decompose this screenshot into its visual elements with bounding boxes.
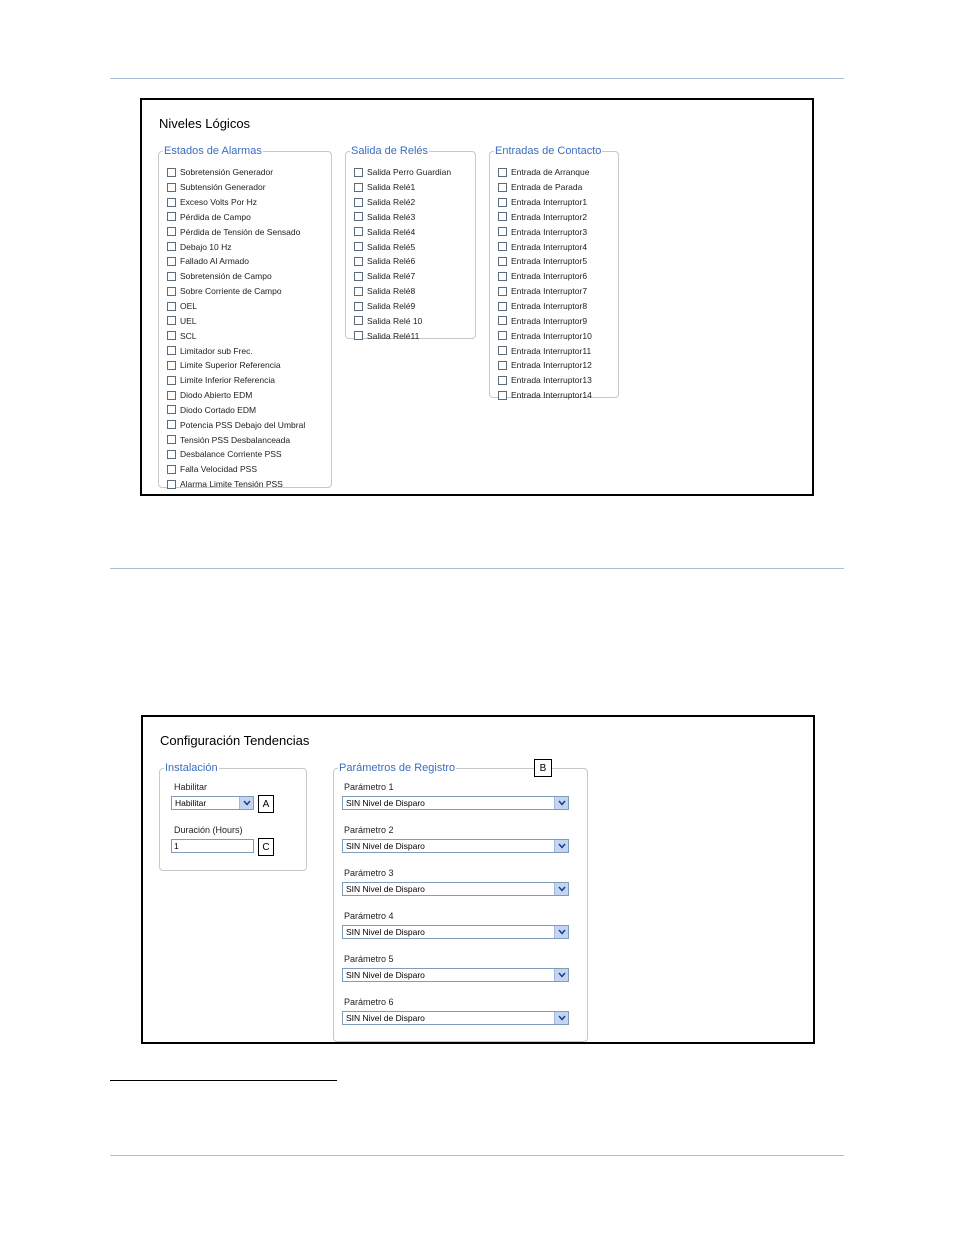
checkbox-label: Salida Relé 10 bbox=[367, 315, 423, 326]
checkbox-label: Salida Relé4 bbox=[367, 226, 416, 237]
checkbox-label: Falla Velocidad PSS bbox=[180, 464, 258, 475]
checkbox[interactable] bbox=[354, 331, 363, 340]
contact-item-row[interactable] bbox=[498, 313, 592, 328]
contact-item-row[interactable] bbox=[498, 254, 592, 269]
checkbox-label: Alarma Limite Tensión PSS bbox=[180, 479, 283, 490]
alarm-item-row[interactable] bbox=[167, 224, 305, 239]
checkbox-label: Diodo Abierto EDM bbox=[180, 390, 253, 401]
param-label: Parámetro 1 bbox=[344, 782, 394, 792]
checkbox-label: Subtensión Generador bbox=[180, 182, 266, 193]
checkbox-label: Entrada Interruptor10 bbox=[511, 330, 592, 341]
checkbox[interactable] bbox=[167, 227, 176, 236]
logic-levels-panel bbox=[140, 98, 814, 496]
chevron-down-icon[interactable] bbox=[239, 797, 253, 809]
checkbox[interactable] bbox=[167, 391, 176, 400]
relay-item-row[interactable] bbox=[354, 284, 451, 299]
checkbox[interactable] bbox=[167, 168, 176, 177]
alarm-item-row[interactable] bbox=[167, 343, 305, 358]
bottom-rule bbox=[110, 1155, 844, 1156]
chevron-down-icon[interactable] bbox=[554, 797, 568, 809]
contact-item-row[interactable] bbox=[498, 269, 592, 284]
duration-input[interactable]: 1 bbox=[171, 839, 254, 853]
alarm-states-group bbox=[158, 145, 332, 488]
checkbox[interactable] bbox=[167, 435, 176, 444]
checkbox-label: OEL bbox=[180, 301, 198, 312]
checkbox-label: Sobretensión Generador bbox=[180, 167, 274, 178]
alarm-item-row[interactable] bbox=[167, 180, 305, 195]
contact-item-row[interactable] bbox=[498, 180, 592, 195]
param-select-value: SIN Nivel de Disparo bbox=[346, 798, 425, 808]
relay-item-row[interactable] bbox=[354, 180, 451, 195]
contact-item-row[interactable] bbox=[498, 284, 592, 299]
checkbox[interactable] bbox=[498, 242, 507, 251]
contact-item-row[interactable] bbox=[498, 224, 592, 239]
panel-title: Niveles Lógicos bbox=[159, 116, 251, 131]
group-legend: Parámetros de Registro bbox=[339, 762, 456, 774]
checkbox[interactable] bbox=[498, 376, 507, 385]
checkbox-label: Entrada Interruptor14 bbox=[511, 390, 592, 401]
checkbox[interactable] bbox=[167, 480, 176, 489]
relay-outputs-group bbox=[345, 145, 476, 339]
relay-item-row[interactable] bbox=[354, 254, 451, 269]
top-rule bbox=[110, 78, 844, 79]
param-label: Parámetro 2 bbox=[344, 825, 394, 835]
checkbox[interactable] bbox=[167, 331, 176, 340]
checkbox[interactable] bbox=[498, 316, 507, 325]
checkbox[interactable] bbox=[167, 302, 176, 311]
enable-select[interactable] bbox=[171, 796, 254, 810]
checkbox[interactable] bbox=[167, 183, 176, 192]
checkbox[interactable] bbox=[167, 316, 176, 325]
checkbox-label: Salida Perro Guardian bbox=[367, 167, 452, 178]
relay-item-row[interactable] bbox=[354, 165, 451, 180]
checkbox-label: Sobre Corriente de Campo bbox=[180, 286, 282, 297]
alarm-item-row[interactable] bbox=[167, 210, 305, 225]
param-label: Parámetro 6 bbox=[344, 997, 394, 1007]
checkbox-label: Salida Relé5 bbox=[367, 241, 416, 252]
alarm-item-row[interactable] bbox=[167, 165, 305, 180]
chevron-down-icon[interactable] bbox=[554, 840, 568, 852]
checkbox[interactable] bbox=[167, 361, 176, 370]
checkbox-label: Salida Relé6 bbox=[367, 256, 416, 267]
contact-item-row[interactable] bbox=[498, 299, 592, 314]
alarm-item-row[interactable] bbox=[167, 254, 305, 269]
checkbox-label: Limite Inferior Referencia bbox=[180, 375, 275, 386]
checkbox-label: Entrada Interruptor13 bbox=[511, 375, 592, 386]
param-select-value: SIN Nivel de Disparo bbox=[346, 884, 425, 894]
checkbox-label: Salida Relé7 bbox=[367, 271, 416, 282]
contact-item-row[interactable] bbox=[498, 239, 592, 254]
param-select[interactable] bbox=[342, 1011, 569, 1025]
chevron-down-icon[interactable] bbox=[554, 926, 568, 938]
checkbox[interactable] bbox=[498, 331, 507, 340]
alarm-item-row[interactable] bbox=[167, 239, 305, 254]
checkbox[interactable] bbox=[167, 405, 176, 414]
footnote-rule bbox=[110, 1080, 337, 1081]
checkbox-label: Entrada Interruptor6 bbox=[511, 271, 588, 282]
checkbox-label: Salida Relé3 bbox=[367, 211, 416, 222]
param-select[interactable] bbox=[342, 968, 569, 982]
param-label: Parámetro 3 bbox=[344, 868, 394, 878]
checkbox-label: Fallado Al Armado bbox=[180, 256, 249, 267]
chevron-down-icon[interactable] bbox=[554, 1012, 568, 1024]
checkbox-label: Salida Relé2 bbox=[367, 197, 416, 208]
param-label: Parámetro 4 bbox=[344, 911, 394, 921]
contact-item-row[interactable] bbox=[498, 328, 592, 343]
checkbox[interactable] bbox=[354, 198, 363, 207]
param-select-value: SIN Nivel de Disparo bbox=[346, 841, 425, 851]
alarm-item-row[interactable] bbox=[167, 328, 305, 343]
checkbox-label: Limite Superior Referencia bbox=[180, 360, 281, 371]
contact-item-row[interactable] bbox=[498, 165, 592, 180]
alarm-item-row[interactable] bbox=[167, 403, 305, 418]
chevron-down-icon[interactable] bbox=[554, 969, 568, 981]
contact-checkbox-list bbox=[498, 165, 592, 403]
checkbox[interactable] bbox=[498, 272, 507, 281]
checkbox-label: Entrada Interruptor5 bbox=[511, 256, 588, 267]
checkbox[interactable] bbox=[167, 465, 176, 474]
relay-item-row[interactable] bbox=[354, 328, 451, 343]
alarm-item-row[interactable] bbox=[167, 284, 305, 299]
alarm-item-row[interactable] bbox=[167, 299, 305, 314]
checkbox[interactable] bbox=[498, 168, 507, 177]
checkbox[interactable] bbox=[498, 287, 507, 296]
alarm-item-row[interactable] bbox=[167, 447, 305, 462]
alarm-item-row[interactable] bbox=[167, 269, 305, 284]
group-legend: Entradas de Contacto bbox=[495, 145, 602, 157]
checkbox-label: Entrada Interruptor8 bbox=[511, 301, 588, 312]
checkbox-label: UEL bbox=[180, 315, 197, 326]
checkbox[interactable] bbox=[498, 302, 507, 311]
trend-config-panel bbox=[141, 715, 815, 1044]
checkbox[interactable] bbox=[354, 227, 363, 236]
relay-item-row[interactable] bbox=[354, 299, 451, 314]
checkbox-label: Pérdida de Campo bbox=[180, 211, 251, 222]
group-legend: Estados de Alarmas bbox=[164, 145, 262, 157]
checkbox-label: Entrada Interruptor3 bbox=[511, 226, 588, 237]
checkbox[interactable] bbox=[354, 257, 363, 266]
alarm-item-row[interactable] bbox=[167, 358, 305, 373]
checkbox-label: Entrada Interruptor4 bbox=[511, 241, 588, 252]
contact-item-row[interactable] bbox=[498, 343, 592, 358]
param-select[interactable] bbox=[342, 839, 569, 853]
relay-item-row[interactable] bbox=[354, 313, 451, 328]
checkbox-label: Entrada Interruptor2 bbox=[511, 211, 588, 222]
contact-item-row[interactable] bbox=[498, 373, 592, 388]
contact-item-row[interactable] bbox=[498, 210, 592, 225]
contact-item-row[interactable] bbox=[498, 388, 592, 403]
param-label: Parámetro 5 bbox=[344, 954, 394, 964]
enable-label: Habilitar bbox=[174, 782, 208, 792]
checkbox[interactable] bbox=[167, 242, 176, 251]
group-legend: Instalación bbox=[165, 762, 218, 774]
setup-group bbox=[159, 762, 307, 871]
checkbox[interactable] bbox=[354, 287, 363, 296]
alarm-item-row[interactable] bbox=[167, 417, 305, 432]
checkbox-label: Diodo Cortado EDM bbox=[180, 404, 257, 415]
checkbox[interactable] bbox=[167, 346, 176, 355]
checkbox-label: Entrada Interruptor9 bbox=[511, 315, 588, 326]
checkbox[interactable] bbox=[354, 183, 363, 192]
checkbox-label: Desbalance Corriente PSS bbox=[180, 449, 282, 460]
param-select-value: SIN Nivel de Disparo bbox=[346, 970, 425, 980]
checkbox-label: Entrada Interruptor7 bbox=[511, 286, 588, 297]
relay-checkbox-list bbox=[354, 165, 451, 343]
checkbox-label: Sobretensión de Campo bbox=[180, 271, 272, 282]
alarm-checkbox-list bbox=[167, 165, 305, 492]
alarm-item-row[interactable] bbox=[167, 477, 305, 492]
checkbox[interactable] bbox=[167, 420, 176, 429]
checkbox[interactable] bbox=[498, 227, 507, 236]
relay-item-row[interactable] bbox=[354, 224, 451, 239]
checkbox[interactable] bbox=[498, 183, 507, 192]
checkbox-label: Salida Relé9 bbox=[367, 301, 416, 312]
checkbox-label: Salida Relé1 bbox=[367, 182, 416, 193]
checkbox-label: Salida Relé8 bbox=[367, 286, 416, 297]
checkbox-label: Entrada Interruptor11 bbox=[511, 345, 592, 356]
checkbox-label: Salida Relé11 bbox=[367, 330, 420, 341]
alarm-item-row[interactable] bbox=[167, 432, 305, 447]
param-select[interactable] bbox=[342, 925, 569, 939]
checkbox[interactable] bbox=[167, 376, 176, 385]
alarm-item-row[interactable] bbox=[167, 195, 305, 210]
checkbox-label: Entrada Interruptor12 bbox=[511, 360, 592, 371]
checkbox-label: Limitador sub Frec. bbox=[180, 345, 253, 356]
alarm-item-row[interactable] bbox=[167, 388, 305, 403]
relay-item-row[interactable] bbox=[354, 210, 451, 225]
checkbox[interactable] bbox=[498, 361, 507, 370]
contact-item-row[interactable] bbox=[498, 358, 592, 373]
enable-select-value: Habilitar bbox=[175, 798, 207, 808]
checkbox-label: Entrada de Parada bbox=[511, 182, 583, 193]
param-select-value: SIN Nivel de Disparo bbox=[346, 1013, 425, 1023]
checkbox[interactable] bbox=[498, 257, 507, 266]
param-select-value: SIN Nivel de Disparo bbox=[346, 927, 425, 937]
checkbox[interactable] bbox=[354, 212, 363, 221]
checkbox[interactable] bbox=[167, 287, 176, 296]
checkbox-label: Tensión PSS Desbalanceada bbox=[180, 434, 291, 445]
checkbox-label: Potencia PSS Debajo del Umbral bbox=[180, 419, 306, 430]
checkbox[interactable] bbox=[354, 272, 363, 281]
alarm-item-row[interactable] bbox=[167, 313, 305, 328]
checkbox[interactable] bbox=[498, 346, 507, 355]
checkbox[interactable] bbox=[167, 272, 176, 281]
checkbox[interactable] bbox=[167, 257, 176, 266]
checkbox[interactable] bbox=[498, 198, 507, 207]
checkbox[interactable] bbox=[167, 450, 176, 459]
relay-item-row[interactable] bbox=[354, 195, 451, 210]
callout-c: C bbox=[258, 838, 274, 856]
middle-rule bbox=[110, 568, 844, 569]
checkbox[interactable] bbox=[354, 168, 363, 177]
param-select[interactable] bbox=[342, 882, 569, 896]
checkbox-label: Entrada de Arranque bbox=[511, 167, 590, 178]
checkbox-label: Entrada Interruptor1 bbox=[511, 197, 588, 208]
checkbox[interactable] bbox=[354, 316, 363, 325]
checkbox[interactable] bbox=[498, 212, 507, 221]
checkbox-label: SCL bbox=[180, 330, 197, 341]
panel-title: Configuración Tendencias bbox=[160, 733, 310, 748]
group-legend: Salida de Relés bbox=[351, 145, 429, 157]
checkbox-label: Pérdida de Tensión de Sensado bbox=[180, 226, 301, 237]
checkbox[interactable] bbox=[167, 212, 176, 221]
duration-label: Duración (Hours) bbox=[174, 825, 243, 835]
checkbox[interactable] bbox=[167, 198, 176, 207]
contact-inputs-group bbox=[489, 145, 619, 401]
param-select[interactable] bbox=[342, 796, 569, 810]
checkbox[interactable] bbox=[354, 302, 363, 311]
relay-item-row[interactable] bbox=[354, 269, 451, 284]
checkbox-label: Debajo 10 Hz bbox=[180, 241, 232, 252]
callout-a: A bbox=[258, 795, 274, 813]
checkbox[interactable] bbox=[498, 391, 507, 400]
relay-item-row[interactable] bbox=[354, 239, 451, 254]
alarm-item-row[interactable] bbox=[167, 373, 305, 388]
contact-item-row[interactable] bbox=[498, 195, 592, 210]
callout-b: B bbox=[534, 759, 552, 777]
chevron-down-icon[interactable] bbox=[554, 883, 568, 895]
checkbox[interactable] bbox=[354, 242, 363, 251]
alarm-item-row[interactable] bbox=[167, 462, 305, 477]
checkbox-label: Exceso Volts Por Hz bbox=[180, 197, 258, 208]
